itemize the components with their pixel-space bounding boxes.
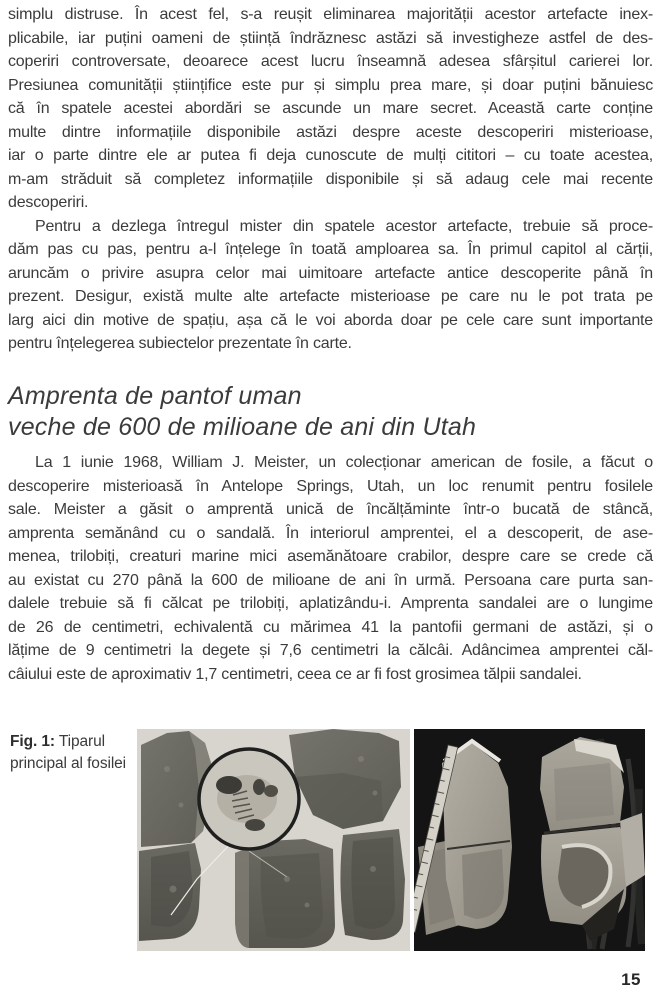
text-line: au existat cu 270 până la 600 de milioane de ani în urmă. Persoana care purta san- (8, 571, 653, 589)
section-heading (8, 381, 653, 442)
text-line: amprenta semănând cu o sandală. În interiorul amprentei, el a descoperit, de ase- (8, 524, 653, 542)
text-line: lățime de 9 centimetri la degete și 7,6 centimetri la călcâi. Adâncimea amprentei căl- (8, 642, 653, 659)
text-line: de 26 de centimetri, echivalentă cu mărimea 41 la pantofii germani de astăzi, și o (8, 618, 653, 636)
figure-caption-label: Fig. 1: (10, 733, 55, 750)
text-line: m-am străduit să completez informațiile disponibile și să adaug cele mai recente (8, 170, 653, 188)
text-line: Presiunea comunității științifice este pur și simplu prea mare, și doar puțini bănuiesc (8, 76, 653, 94)
text-line: descoperiri. (8, 194, 89, 211)
figure-caption (10, 731, 146, 775)
text-line: plicabile, iar puțini oameni de știință îndrăznesc astăzi să investigheze astfel de des- (8, 29, 653, 47)
text-line: că în spatele acestei abordări se ascunde un mare secret. Această carte conține (8, 100, 653, 117)
text-line: pentru înțelegerea subiectelor prezentate în carte. (8, 335, 352, 352)
figure-photo-footprint-slabs (414, 729, 645, 951)
section-heading-line2: veche de 600 de milioane de ani din Utah (8, 412, 477, 441)
text-line: simplu distruse. În acest fel, s-a reușit eliminarea majorității acestor artefacte inex- (8, 6, 653, 23)
section-heading-line1: Amprenta de pantof uman (8, 382, 302, 410)
text-line: iar o parte dintre ele ar putea fi deja cunoscute de mulți cititori – cu toate acestea, (8, 147, 653, 164)
text-line: larg aici din motive de spațiu, așa că le voi aborda doar pe cele care sunt importante (8, 311, 653, 329)
paragraph-continuation (8, 3, 653, 215)
text-line: dalele trebuie să fi călcat pe trilobiți, aplatizându-i. Amprenta sandalei are o lungime (8, 595, 653, 612)
page-number: 15 (621, 970, 641, 989)
text-line: aruncăm o privire asupra celor mai uimitoare artefacte antice descoperite până în (8, 264, 653, 282)
text-line: Pentru a dezlega întregul mister din spatele acestor artefacte, trebuie să proce- (35, 217, 653, 235)
text-line: multe dintre informațiile disponibile astăzi despre aceste descoperiri misterioase, (8, 123, 653, 141)
text-line: sale. Meister a găsit o amprentă unică de încălțăminte într-o bucată de stâncă, (8, 501, 653, 518)
body-text-top (8, 3, 653, 356)
text-line: descoperire misterioasă în Antelope Springs, Utah, un loc renumit pentru fosilele (8, 477, 653, 495)
text-line: La 1 iunie 1968, William J. Meister, un colecționar american de fosile, a făcut o (35, 454, 653, 471)
paragraph-2 (8, 215, 653, 356)
text-line: câiului este de aproximativ 1,7 centimetri, ceea ce ar fi fost grosimea tălpii sandalei. (8, 665, 582, 683)
text-line: dăm pas cu pas, pentru a-l înțelege în toată amploarea sa. În primul capitol al cărții, (8, 241, 653, 258)
figure-photo-fossil-mold (137, 729, 410, 951)
figure-caption-text: Tiparul principal al fosilei (10, 733, 127, 772)
text-line: coperiri controversate, deoarece acest lucru înseamnă adesea sfârșitul carierei lor. (8, 53, 653, 70)
text-line: menea, trilobiți, creaturi marine mici asemănătoare crabilor, despre care se crede că (8, 548, 653, 565)
paragraph-3 (8, 451, 653, 686)
text-line: prezent. Desigur, există multe alte artefacte misterioase pe care nu le pot trata pe (8, 288, 653, 305)
